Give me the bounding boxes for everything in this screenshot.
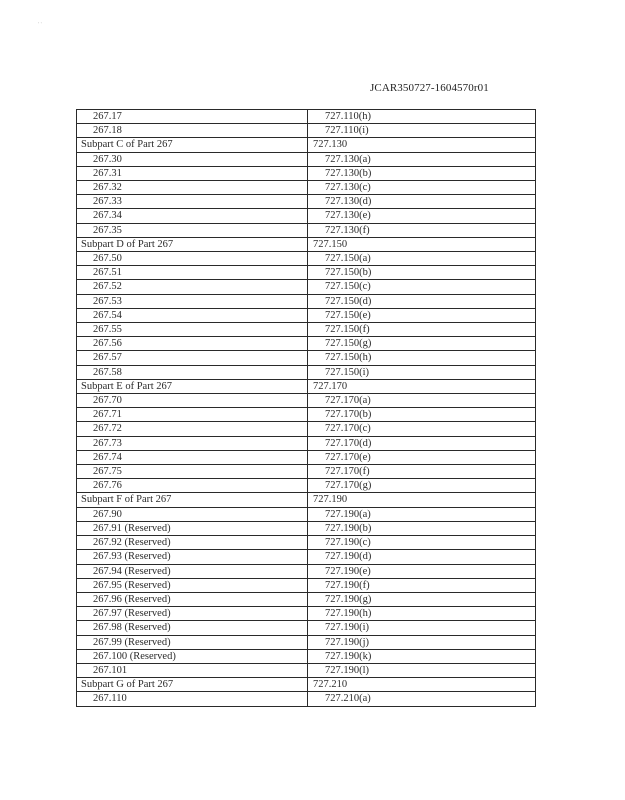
scan-artifact: ' ' (38, 22, 42, 28)
table-row (77, 209, 536, 223)
section-number-cell: 267.30 (77, 152, 308, 166)
section-number-cell: 267.73 (77, 436, 308, 450)
section-number-cell: 267.57 (77, 351, 308, 365)
section-number-cell: 267.53 (77, 294, 308, 308)
mapped-section-heading-cell: 727.130 (308, 138, 536, 152)
table-row (77, 124, 536, 138)
table-row (77, 507, 536, 521)
document-id: JCAR350727-1604570r01 (370, 82, 489, 94)
mapped-section-heading-cell: 727.190 (308, 493, 536, 507)
section-number-cell: 267.94 (Reserved) (77, 564, 308, 578)
table-row (77, 166, 536, 180)
table-row (77, 408, 536, 422)
mapped-section-cell: 727.150(d) (308, 294, 536, 308)
section-number-cell: 267.91 (Reserved) (77, 521, 308, 535)
section-number-cell: 267.54 (77, 308, 308, 322)
mapped-section-cell: 727.170(g) (308, 479, 536, 493)
section-number-cell: 267.97 (Reserved) (77, 607, 308, 621)
table-row (77, 266, 536, 280)
table-row (77, 152, 536, 166)
table-row (77, 692, 536, 706)
mapped-section-cell: 727.150(g) (308, 337, 536, 351)
mapped-section-cell: 727.150(f) (308, 323, 536, 337)
table-row (77, 394, 536, 408)
section-number-cell: 267.75 (77, 465, 308, 479)
mapped-section-cell: 727.150(i) (308, 365, 536, 379)
mapped-section-cell: 727.170(e) (308, 450, 536, 464)
table-row (77, 521, 536, 535)
mapped-section-cell: 727.170(f) (308, 465, 536, 479)
mapped-section-cell: 727.150(a) (308, 252, 536, 266)
mapped-section-cell: 727.130(b) (308, 166, 536, 180)
mapped-section-cell: 727.150(h) (308, 351, 536, 365)
cross-reference-table-body (77, 110, 536, 707)
table-row (77, 536, 536, 550)
section-number-cell: 267.32 (77, 181, 308, 195)
subpart-heading-cell: Subpart G of Part 267 (77, 678, 308, 692)
table-row (77, 635, 536, 649)
table-row (77, 138, 536, 152)
table-row (77, 493, 536, 507)
table-row (77, 351, 536, 365)
table-row (77, 181, 536, 195)
mapped-section-cell: 727.190(l) (308, 663, 536, 677)
mapped-section-cell: 727.190(j) (308, 635, 536, 649)
table-row (77, 337, 536, 351)
table-row (77, 195, 536, 209)
mapped-section-cell: 727.150(c) (308, 280, 536, 294)
section-number-cell: 267.55 (77, 323, 308, 337)
subpart-heading-cell: Subpart E of Part 267 (77, 379, 308, 393)
mapped-section-cell: 727.190(k) (308, 649, 536, 663)
mapped-section-cell: 727.190(g) (308, 592, 536, 606)
mapped-section-heading-cell: 727.150 (308, 237, 536, 251)
section-number-cell: 267.90 (77, 507, 308, 521)
mapped-section-cell: 727.190(b) (308, 521, 536, 535)
section-number-cell: 267.100 (Reserved) (77, 649, 308, 663)
table-row (77, 323, 536, 337)
section-number-cell: 267.71 (77, 408, 308, 422)
section-number-cell: 267.52 (77, 280, 308, 294)
table-row (77, 379, 536, 393)
table-row (77, 365, 536, 379)
table-row (77, 450, 536, 464)
table-row (77, 578, 536, 592)
subpart-heading-cell: Subpart F of Part 267 (77, 493, 308, 507)
section-number-cell: 267.70 (77, 394, 308, 408)
table-row (77, 678, 536, 692)
section-number-cell: 267.110 (77, 692, 308, 706)
mapped-section-cell: 727.130(c) (308, 181, 536, 195)
section-number-cell: 267.58 (77, 365, 308, 379)
section-number-cell: 267.50 (77, 252, 308, 266)
table-row (77, 649, 536, 663)
table-row (77, 436, 536, 450)
section-number-cell: 267.51 (77, 266, 308, 280)
mapped-section-cell: 727.110(h) (308, 110, 536, 124)
mapped-section-cell: 727.170(a) (308, 394, 536, 408)
section-number-cell: 267.101 (77, 663, 308, 677)
section-number-cell: 267.34 (77, 209, 308, 223)
table-row (77, 592, 536, 606)
mapped-section-cell: 727.170(c) (308, 422, 536, 436)
mapped-section-cell: 727.130(d) (308, 195, 536, 209)
section-number-cell: 267.56 (77, 337, 308, 351)
table-row (77, 663, 536, 677)
table-row (77, 237, 536, 251)
table-row (77, 465, 536, 479)
mapped-section-cell: 727.190(e) (308, 564, 536, 578)
mapped-section-cell: 727.190(a) (308, 507, 536, 521)
table-row (77, 308, 536, 322)
section-number-cell: 267.35 (77, 223, 308, 237)
section-number-cell: 267.92 (Reserved) (77, 536, 308, 550)
section-number-cell: 267.76 (77, 479, 308, 493)
mapped-section-cell: 727.130(a) (308, 152, 536, 166)
section-number-cell: 267.17 (77, 110, 308, 124)
table-row (77, 550, 536, 564)
table-row (77, 422, 536, 436)
section-number-cell: 267.99 (Reserved) (77, 635, 308, 649)
section-number-cell: 267.96 (Reserved) (77, 592, 308, 606)
mapped-section-cell: 727.130(f) (308, 223, 536, 237)
section-number-cell: 267.93 (Reserved) (77, 550, 308, 564)
table-row (77, 294, 536, 308)
mapped-section-heading-cell: 727.170 (308, 379, 536, 393)
mapped-section-cell: 727.190(h) (308, 607, 536, 621)
section-number-cell: 267.18 (77, 124, 308, 138)
table-row (77, 621, 536, 635)
table-row (77, 280, 536, 294)
mapped-section-cell: 727.190(c) (308, 536, 536, 550)
mapped-section-cell: 727.110(i) (308, 124, 536, 138)
section-number-cell: 267.72 (77, 422, 308, 436)
mapped-section-cell: 727.170(d) (308, 436, 536, 450)
mapped-section-heading-cell: 727.210 (308, 678, 536, 692)
table-row (77, 223, 536, 237)
cross-reference-table (76, 109, 536, 707)
section-number-cell: 267.33 (77, 195, 308, 209)
mapped-section-cell: 727.170(b) (308, 408, 536, 422)
table-row (77, 564, 536, 578)
subpart-heading-cell: Subpart D of Part 267 (77, 237, 308, 251)
section-number-cell: 267.31 (77, 166, 308, 180)
section-number-cell: 267.95 (Reserved) (77, 578, 308, 592)
mapped-section-cell: 727.190(d) (308, 550, 536, 564)
section-number-cell: 267.74 (77, 450, 308, 464)
mapped-section-cell: 727.210(a) (308, 692, 536, 706)
table-row (77, 110, 536, 124)
subpart-heading-cell: Subpart C of Part 267 (77, 138, 308, 152)
mapped-section-cell: 727.130(e) (308, 209, 536, 223)
mapped-section-cell: 727.150(e) (308, 308, 536, 322)
mapped-section-cell: 727.190(f) (308, 578, 536, 592)
section-number-cell: 267.98 (Reserved) (77, 621, 308, 635)
table-row (77, 252, 536, 266)
table-row (77, 607, 536, 621)
table-row (77, 479, 536, 493)
mapped-section-cell: 727.190(i) (308, 621, 536, 635)
mapped-section-cell: 727.150(b) (308, 266, 536, 280)
